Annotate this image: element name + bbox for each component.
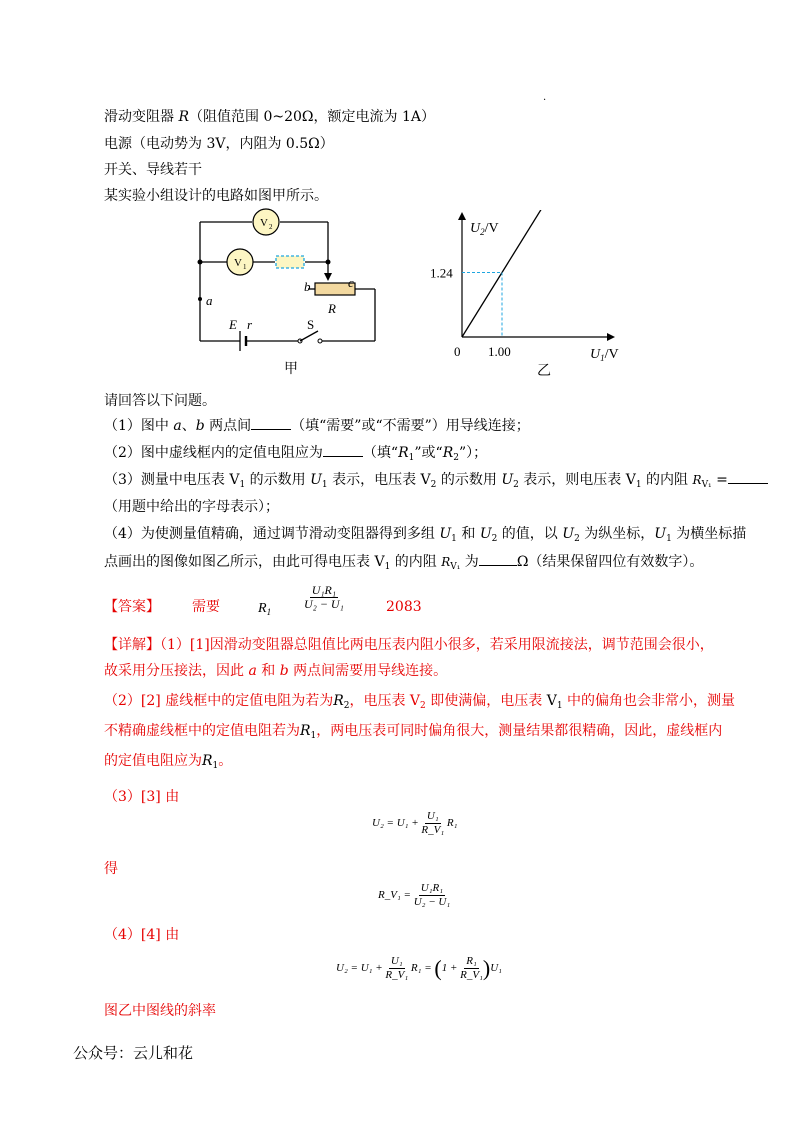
label-S: S: [307, 317, 315, 332]
question-3-note: （用题中给出的字母表示）；: [104, 499, 279, 515]
label-a: a: [206, 293, 213, 308]
questions-prompt: 请回答以下问题。: [104, 393, 216, 409]
question-4-line2: 点画出的图像如图乙所示，由此可得电压表 $V_1$ 的内阻 $R_{V_1}$ 为 Ω（结果保留四位有效数字）。: [104, 554, 704, 572]
power-source-line: 电源（电动势为 3V，内阻为 0.5Ω）: [104, 136, 334, 152]
circuit-diagram: [190, 205, 390, 380]
label-E: E: [229, 317, 237, 332]
answer-blank-3[interactable]: [728, 483, 768, 484]
question-1: （1）图中 a、b 两点间 （填“需要”或“不需要”）用导线连接；: [104, 418, 530, 434]
answer-blank-4[interactable]: [479, 565, 517, 566]
answer-3: $\frac{\text{U₁R₁}}{\text{U₂ − U₁}}$: [304, 583, 344, 611]
v2-sub: 2: [269, 223, 273, 231]
answer-label: 【答案】: [104, 599, 160, 615]
equation-2: R_V₁ = $\frac{\text{U₁R₁}}{\text{U₂ − U₁}}$: [378, 882, 451, 908]
detail-line-3: （2）[2] 虚线框中的定值电阻为若为$R_2$，电压表 $V_2$ 即使满偏，电压表 $V_1$ 中的偏角也会非常小，测量: [104, 693, 735, 711]
slider-arrow: [324, 273, 332, 281]
detail-line-6: （3）[3] 由: [104, 789, 180, 805]
node-a: [198, 297, 202, 301]
answer-2: $R_1$: [258, 601, 272, 617]
detail-line-7: （4）[4] 由: [104, 927, 180, 943]
x-axis-label: $U_1/V$: [590, 347, 619, 363]
label-r: r: [247, 317, 253, 332]
label-b: b: [304, 279, 311, 294]
footer: 公众号：云儿和花: [73, 1044, 194, 1062]
y-tick-label: 1.24: [430, 265, 453, 281]
dashed-resistor-box: [276, 256, 304, 268]
answer-blank-2[interactable]: [323, 456, 363, 457]
caption-yi: 乙: [537, 364, 551, 379]
answer-4: 2083: [386, 599, 422, 615]
y-axis-label: $U_2/V$: [470, 221, 499, 237]
question-4-line1: （4）为使测量值精确，通过调节滑动变阻器得到多组 $U_1$ 和 $U_2$ 的值，以 $U_2$ 为纵坐标，$U_1$ 为横坐标描: [104, 526, 747, 544]
answer-1: 需要: [192, 599, 220, 615]
detail-de: 得: [104, 861, 118, 877]
detail-line-1: 【详解】（1）[1]因滑动变阻器总阻值比两电压表内阻小很多，若采用限流接法，调节范围会很小，: [104, 637, 714, 653]
detail-line-2: 故采用分压接法，因此 a 和 b 两点间需要用导线连接。: [104, 663, 448, 679]
corner-mark: .: [543, 92, 547, 103]
x-tick-label: 1.00: [488, 344, 511, 359]
answer-blank-1[interactable]: [251, 429, 291, 430]
detail-slope: 图乙中图线的斜率: [104, 1003, 216, 1019]
x-axis-arrow: [607, 333, 615, 341]
question-3: （3）测量中电压表 $V_1$ 的示数用 $U_1$ 表示，电压表 $V_2$ 的示数用 $U_2$ 表示，则电压表 $V_1$ 的内阻 $R_{V_1}$ =: [104, 471, 768, 494]
label-c: c: [348, 275, 354, 290]
label-R: R: [328, 301, 336, 316]
v1-label: V: [234, 257, 242, 269]
intro-line: 某实验小组设计的电路如图甲所示。: [104, 188, 328, 204]
v2-label: V: [260, 217, 268, 229]
detail-line-5: 的定值电阻应为$R_1$。: [104, 753, 233, 771]
switch-line: 开关、导线若干: [104, 162, 202, 178]
equation-3: U₂ = U₁ + $\frac{\text{U₁}}{\text{R\_V₁}}$ R₁ = (1 + $\frac{\text{R₁}}{\text{R\_V₁}}$ )U₁: [336, 955, 503, 981]
v1-sub: 1: [243, 263, 247, 271]
detail-line-4: 不精确虚线框中的定值电阻若为$R_1$，两电压表可同时偏角很大，测量结果都很精确，因此，虚线框内: [104, 723, 723, 741]
y-axis-arrow: [458, 212, 466, 220]
equation-1: U₂ = U₁ + $\frac{\text{U₁}}{\text{R\_V₁}}$ R₁: [372, 810, 458, 836]
origin-label: 0: [454, 344, 461, 359]
rheostat-line: 滑动变阻器 R（阻值范围 0~20Ω，额定电流为 1A）: [104, 109, 435, 125]
graph-figure: [425, 210, 635, 380]
question-2: （2）图中虚线框内的定值电阻应为 （填“$R_1$”或“$R_2$”）；: [104, 445, 488, 463]
caption-jia: 甲: [284, 362, 298, 377]
